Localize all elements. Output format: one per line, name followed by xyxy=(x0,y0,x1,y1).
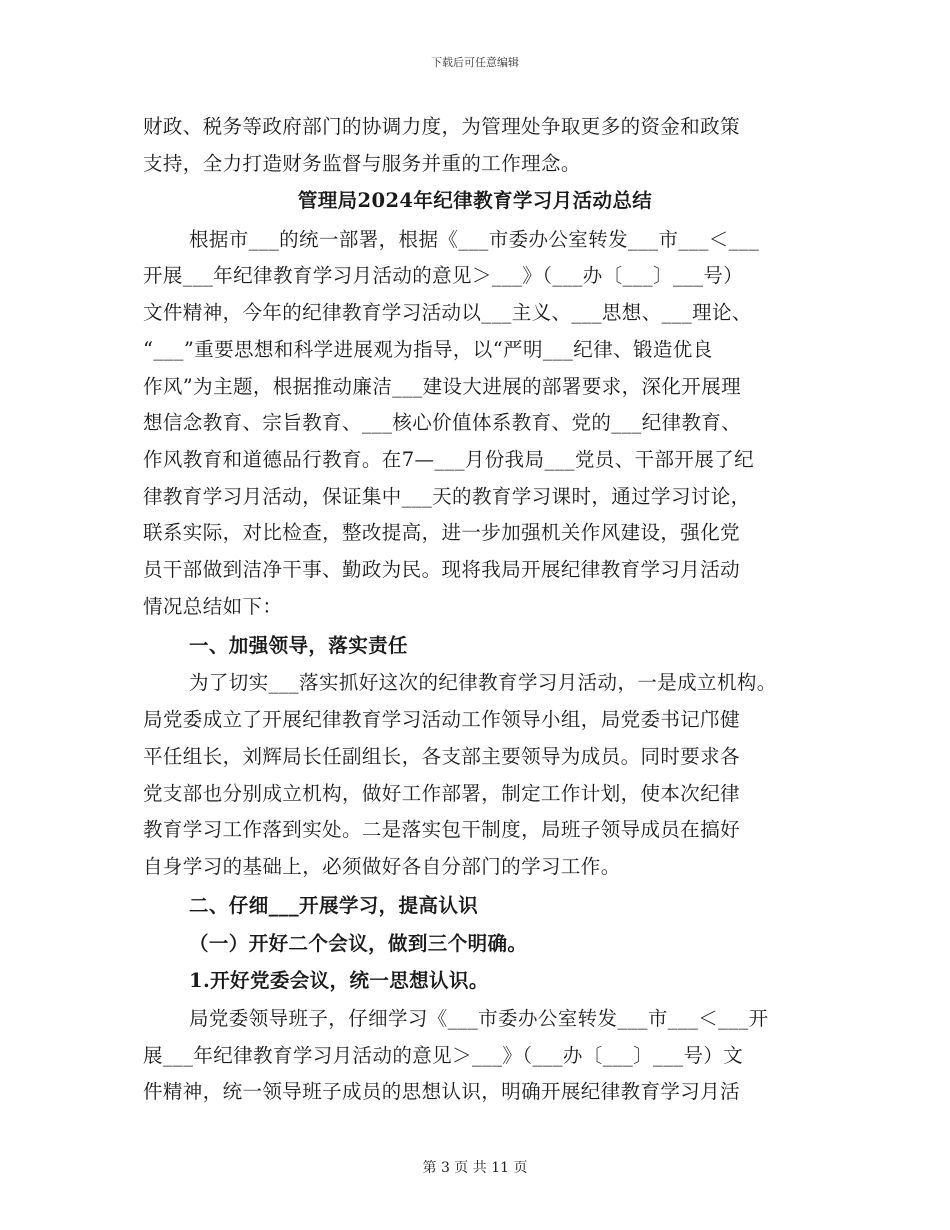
body-line: 联系实际，对比检查，整改提高，进一步加强机关作风建设，强化党 xyxy=(143,521,741,544)
body-line: 局党委领导班子，仔细学习《___市委办公室转发___市___＜___开 xyxy=(189,1007,769,1030)
subsection-heading: （一）开好二个会议，做到三个明确。 xyxy=(189,932,528,955)
body-line: 员干部做到洁净干事、勤政为民。现将我局开展纪律教育学习月活动 xyxy=(143,558,741,581)
body-line: 局党委成立了开展纪律教育学习活动工作领导小组，局党委书记邝健 xyxy=(143,708,741,731)
body-line: 情况总结如下： xyxy=(143,595,283,618)
body-line: 想信念教育、宗旨教育、___核心价值体系教育、党的___纪律教育、 xyxy=(143,411,742,434)
header-note: 下载后可任意编辑 xyxy=(431,56,519,69)
body-line: 自身学习的基础上，必须做好各自分部门的学习工作。 xyxy=(143,855,621,878)
section-heading: 二、仔细___开展学习，提高认识 xyxy=(189,894,479,917)
body-line: 党支部也分别成立机构，做好工作部署，制定工作计划，使本次纪律 xyxy=(143,782,741,805)
body-line: 展___年纪律教育学习月活动的意见＞___》（___办〔___〕___号）文 xyxy=(143,1044,744,1067)
body-line: 律教育学习月活动，保证集中___天的教育学习课时，通过学习讨论， xyxy=(143,485,751,508)
page-number: 第 3 页 共 11 页 xyxy=(422,1160,528,1176)
body-line: 根据市___的统一部署，根据《___市委办公室转发___市___＜___ xyxy=(189,228,760,251)
subsection-heading: 1.开好党委会议，统一思想认识。 xyxy=(189,969,489,992)
section-heading: 一、加强领导，落实责任 xyxy=(189,634,408,657)
body-line: 件精神，统一领导班子成员的思想认识，明确开展纪律教育学习月活 xyxy=(143,1080,741,1103)
body-line: 为了切实___落实抓好这次的纪律教育学习月活动，一是成立机构。 xyxy=(189,671,777,694)
body-line: 教育学习工作落到实处。二是落实包干制度，局班子领导成员在搞好 xyxy=(143,818,741,841)
document-title: 管理局2024年纪律教育学习月活动总结 xyxy=(297,189,653,212)
body-line: 财政、税务等政府部门的协调力度，为管理处争取更多的资金和政策 xyxy=(143,115,741,138)
body-line: 平任组长，刘辉局长任副组长，各支部主要领导为成员。同时要求各 xyxy=(143,745,741,768)
body-line: 支持，全力打造财务监督与服务并重的工作理念。 xyxy=(143,152,581,175)
body-line: “___”重要思想和科学进展观为指导，以“严明___纪律、锻造优良 xyxy=(143,338,713,361)
body-line: 作风”为主题，根据推动廉洁___建设大进展的部署要求，深化开展理 xyxy=(143,375,742,398)
body-line: 文件精神，今年的纪律教育学习活动以___主义、___思想、___理论、 xyxy=(143,301,752,324)
body-line: 开展___年纪律教育学习月活动的意见＞___》（___办〔___〕___号） xyxy=(143,264,744,287)
body-line: 作风教育和道德品行教育。在7—___月份我局___党员、干部开展了纪 xyxy=(143,448,755,471)
